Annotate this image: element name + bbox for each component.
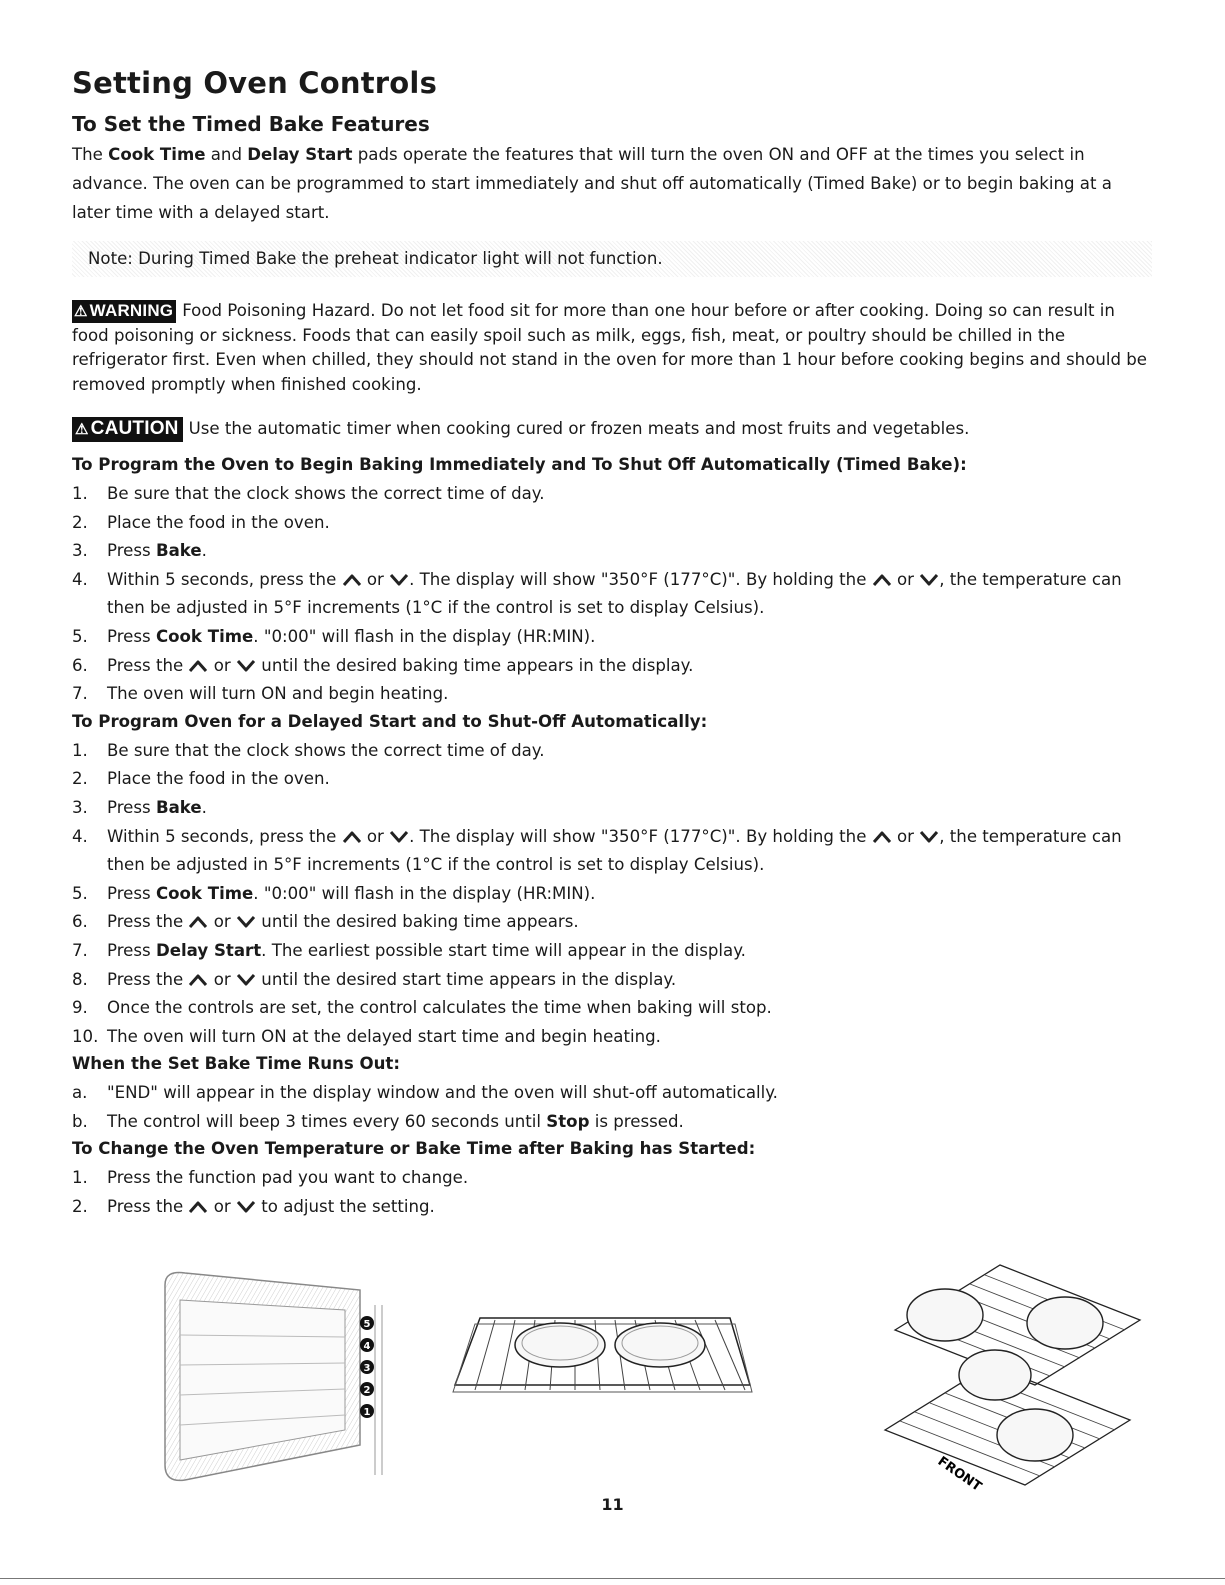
list-item: 1. Be sure that the clock shows the correct time of day. [72,740,545,760]
rack-position-labels [360,1316,374,1418]
page-number: 11 [601,1495,624,1514]
list-item: 7. Press Delay Start. The earliest possible start time will appear in the display. [72,940,746,960]
list-item: 3. Press Bake. [72,541,207,561]
runs-out-list [72,1079,1152,1136]
caution-paragraph [72,417,1152,442]
alert-triangle-icon: ⚠ [74,303,88,320]
runs-out-heading: When the Set Bake Time Runs Out: [72,1054,400,1074]
rack-number: 2 [363,1385,371,1396]
list-item: 4. Within 5 seconds, press the or . The display will show "350°F (177°C)". By holding the or , the temperature can then be adjusted in 5°F increments (1°C if the control is set to display Celsius). [72,826,1122,875]
delayed-start-heading: To Program Oven for a Delayed Start and to Shut-Off Automatically: [72,711,708,731]
up-arrow-icon [188,660,208,672]
note-box: Note: During Timed Bake the preheat indicator light will not function. [72,241,1152,277]
rack-number: 5 [363,1319,371,1330]
list-item: 5. Press Cook Time. "0:00" will flash in the display (HR:MIN). [72,626,596,646]
front-label: FRONT [934,1453,985,1495]
two-rack-illustration [875,1255,1150,1495]
up-arrow-icon [188,1201,208,1213]
list-item: 5. Press Cook Time. "0:00" will flash in the display (HR:MIN). [72,883,596,903]
warning-paragraph [72,299,1152,397]
list-item: 2. Place the food in the oven. [72,512,330,532]
timed-bake-heading: To Program the Oven to Begin Baking Immediately and To Shut Off Automatically (Timed Bake): [72,455,967,474]
list-item: 3. Press Bake. [72,797,207,817]
rack-number: 1 [363,1407,371,1418]
rack-number: 3 [363,1363,371,1374]
down-arrow-icon [236,974,256,986]
up-arrow-icon [342,831,362,843]
list-item: 10. The oven will turn ON at the delayed start time and begin heating. [72,1026,661,1046]
page-title: Setting Oven Controls [72,66,438,100]
up-arrow-icon [188,916,208,928]
list-item: 4. Within 5 seconds, press the or . The display will show "350°F (177°C)". By holding the or , the temperature can then be adjusted in 5°F increments (1°C if the control is set to display Celsius). [72,569,1122,618]
single-rack-illustration [450,1310,760,1410]
section-title: To Set the Timed Bake Features [72,112,430,136]
list-item: b. The control will beep 3 times every 60 seconds until Stop is pressed. [72,1111,684,1131]
warning-text: Food Poisoning Hazard. Do not let food sit for more than one hour before or after cooking. Doing so can result in food poisoning or sickness. Foods that can easily spoil such as milk, eggs, fish, meat, or poultry should be chilled in the refrigerator first. Even when chilled, they should not stand in the oven for more than 1 hour before cooking begins and should be removed promptly when finished cooking. [72,301,1148,394]
illustrations [0,1255,1225,1495]
up-arrow-icon [188,974,208,986]
warning-badge: ⚠ WARNING [72,300,176,323]
list-item: 2. Place the food in the oven. [72,769,330,789]
change-heading: To Change the Oven Temperature or Bake Time after Baking has Started: [72,1139,756,1159]
down-arrow-icon [919,831,939,843]
bottom-rule [0,1578,1225,1579]
alert-triangle-icon: ⚠ [75,421,89,438]
delayed-start-steps [72,737,1152,1052]
list-item: a. "END" will appear in the display window and the oven will shut-off automatically. [72,1083,778,1103]
list-item: 1. Be sure that the clock shows the correct time of day. [72,484,545,503]
list-item: 9. Once the controls are set, the control calculates the time when baking will stop. [72,998,772,1018]
rack-number: 4 [363,1341,371,1352]
down-arrow-icon [389,574,409,586]
list-item: 1. Press the function pad you want to change. [72,1168,469,1188]
down-arrow-icon [919,574,939,586]
down-arrow-icon [236,660,256,672]
list-item: 2. Press the or to adjust the setting. [72,1197,435,1217]
timed-bake-steps [72,480,1152,709]
up-arrow-icon [342,574,362,586]
down-arrow-icon [236,916,256,928]
list-item: 7. The oven will turn ON and begin heating. [72,684,449,704]
caution-badge: ⚠ CAUTION [72,417,183,442]
page-content [72,62,1152,1222]
intro-paragraph: The Cook Time and Delay Start pads operate the features that will turn the oven ON and OFF at the times you select in advance. The oven can be programmed to start immediately and shut off automatically (Timed Bake) or to begin baking at a later time with a delayed start. [72,145,1112,222]
list-item: 6. Press the or until the desired baking time appears in the display. [72,655,694,675]
down-arrow-icon [236,1201,256,1213]
oven-cavity-illustration [160,1265,400,1495]
list-item: 6. Press the or until the desired baking time appears. [72,912,579,932]
list-item: 8. Press the or until the desired start time appears in the display. [72,969,677,989]
up-arrow-icon [872,574,892,586]
change-steps [72,1164,1152,1221]
up-arrow-icon [872,831,892,843]
down-arrow-icon [389,831,409,843]
caution-text: Use the automatic timer when cooking cured or frozen meats and most fruits and vegetables. [188,419,970,438]
